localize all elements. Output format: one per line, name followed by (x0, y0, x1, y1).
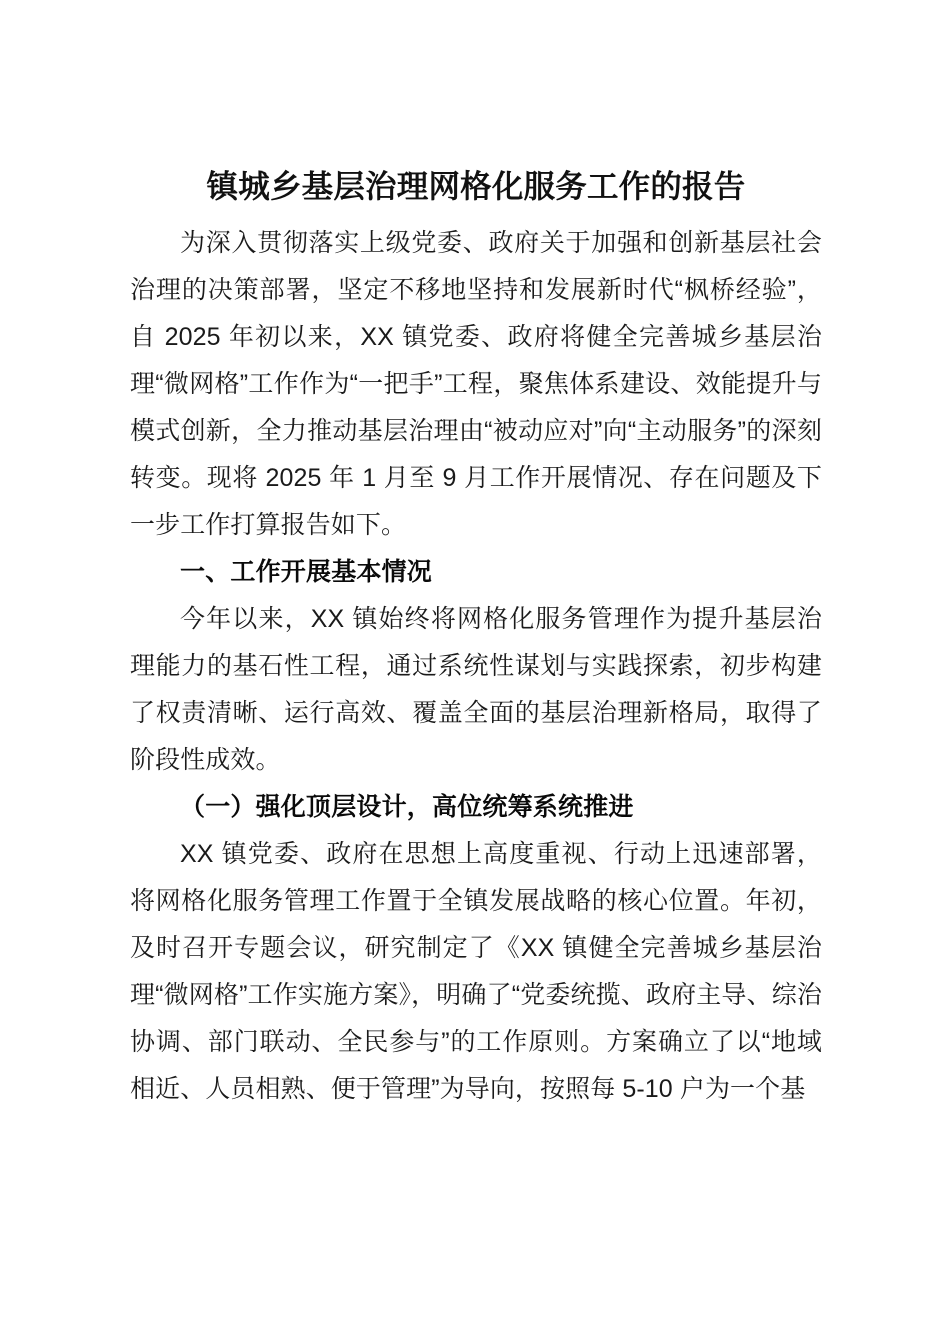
intro-paragraph: 为深入贯彻落实上级党委、政府关于加强和创新基层社会治理的决策部署，坚定不移地坚持和发展新时代“枫桥经验”，自 2025 年初以来，XX 镇党委、政府将健全完善城乡基层治理“微网格”工作作为“一把手”工程，聚焦体系建设、效能提升与模式创新，全力推动基层治理由“被动应对”向“主动服务”的深刻转变。现将 2025 年 1 月至 9 月工作开展情况、存在问题及下一步工作打算报告如下。 (130, 229, 822, 539)
document-body (130, 160, 822, 1113)
section-one-paragraph: 今年以来，XX 镇始终将网格化服务管理作为提升基层治理能力的基石性工程，通过系统性谋划与实践探索，初步构建了权责清晰、运行高效、覆盖全面的基层治理新格局，取得了阶段性成效。 (130, 605, 822, 774)
section-heading-work-overview: 一、工作开展基本情况 (180, 558, 433, 586)
subsection-heading-top-level-design: （一）强化顶层设计，高位统筹系统推进 (180, 793, 634, 821)
subsection-one-paragraph: XX 镇党委、政府在思想上高度重视、行动上迅速部署，将网格化服务管理工作置于全镇发展战略的核心位置。年初，及时召开专题会议，研究制定了《XX 镇健全完善城乡基层治理“微网格”工作实施方案》，明确了“党委统揽、政府主导、综治协调、部门联动、全民参与”的工作原则。方案确立了以“地域相近、人员相熟、便于管理”为导向，按照每 5-10 户为一个基 (130, 840, 822, 1103)
page-title: 镇城乡基层治理网格化服务工作的报告 (206, 168, 746, 204)
